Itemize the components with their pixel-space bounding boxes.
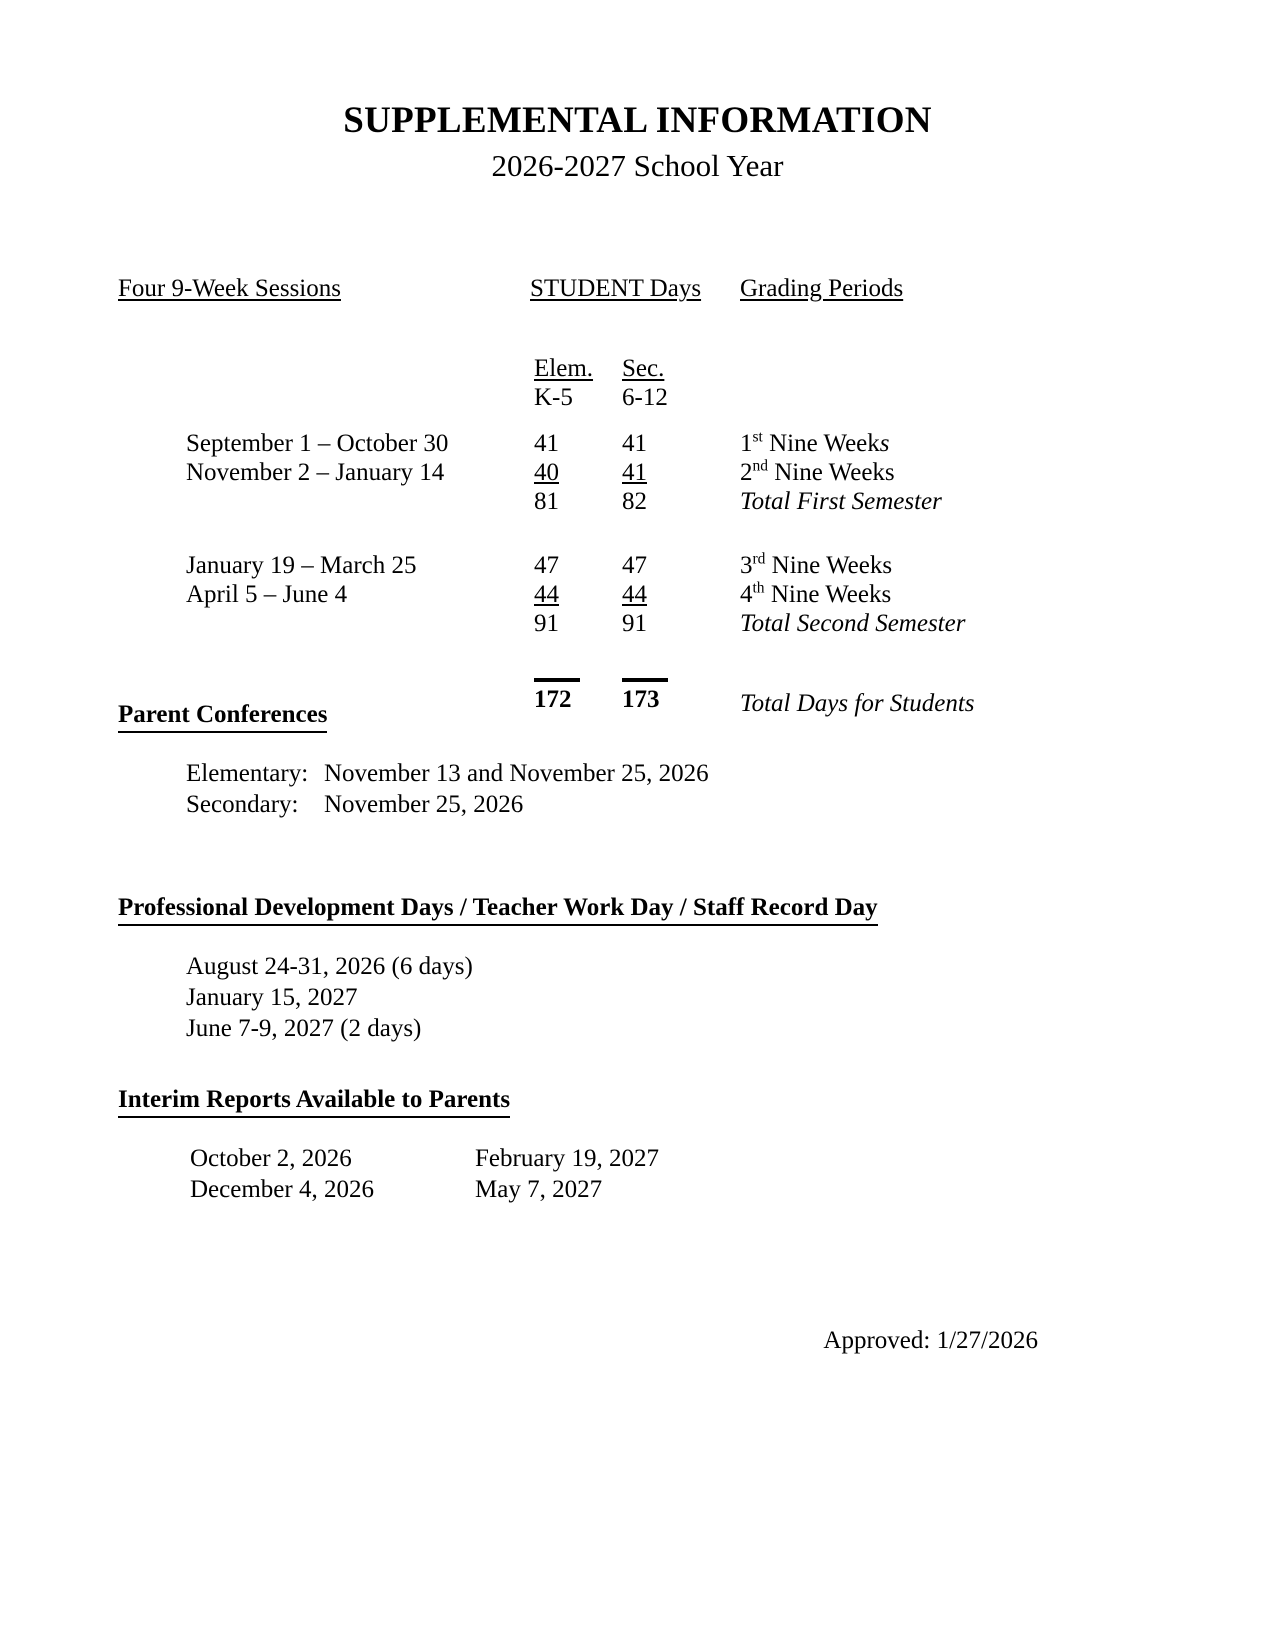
sec-days: 44 xyxy=(622,581,647,608)
pd-line: August 24-31, 2026 (6 days) xyxy=(186,953,473,980)
grading-period-label: 4th Nine Weeks xyxy=(740,579,892,608)
session-dates: November 2 – January 14 xyxy=(186,459,445,486)
professional-development-section xyxy=(118,893,1168,1044)
table-row xyxy=(118,430,1070,459)
conference-dates: November 13 and November 25, 2026 xyxy=(324,760,709,787)
session-dates: January 19 – March 25 xyxy=(186,552,417,579)
page-title: SUPPLEMENTAL INFORMATION xyxy=(343,100,932,141)
spacer-cell xyxy=(118,355,530,384)
page-subtitle: 2026-2027 School Year xyxy=(491,147,784,183)
interim-reports-heading: Interim Reports Available to Parents xyxy=(118,1085,510,1118)
subheader-sec-grades: 6-12 xyxy=(622,384,668,411)
spacer-cell xyxy=(118,650,530,678)
elem-days: 47 xyxy=(534,552,559,579)
elem-semester-total: 91 xyxy=(534,610,559,637)
conference-label: Elementary: xyxy=(186,760,309,787)
interim-reports-body xyxy=(190,1144,1168,1206)
spacer-cell xyxy=(118,488,530,528)
table-gap xyxy=(118,650,1070,678)
table-subheader-spacer xyxy=(118,321,1070,355)
approved-line: Approved: 1/27/2026 xyxy=(823,1327,1038,1354)
student-days-table xyxy=(118,275,1070,718)
spacer-cell xyxy=(740,355,1070,384)
header-grading-periods: Grading Periods xyxy=(740,275,904,302)
interim-date-left: December 4, 2026 xyxy=(190,1175,374,1203)
sec-days: 47 xyxy=(622,552,647,579)
conference-line xyxy=(186,759,1168,790)
spacer-cell xyxy=(118,528,530,552)
table-header-row xyxy=(118,275,1070,321)
subheader-sec: Sec. xyxy=(622,355,665,382)
spacer-cell xyxy=(740,321,1070,355)
conference-line xyxy=(186,790,1168,821)
semester-total-row xyxy=(118,610,1070,650)
student-days-table-block xyxy=(0,275,1275,718)
interim-row xyxy=(190,1175,1168,1206)
table-subheader-row xyxy=(118,355,1070,384)
conference-dates: November 25, 2026 xyxy=(324,790,524,818)
title-block xyxy=(0,100,1275,186)
semester-total-row xyxy=(118,488,1070,528)
subheader-elem-grades: K-5 xyxy=(534,384,573,411)
table-row xyxy=(118,552,1070,581)
table-row xyxy=(118,581,1070,610)
sec-days: 41 xyxy=(622,430,647,457)
elem-days: 41 xyxy=(534,430,559,457)
professional-development-body xyxy=(186,952,1168,1044)
header-student-days: STUDENT Days xyxy=(530,275,702,302)
subheader-elem: Elem. xyxy=(534,355,594,382)
pd-line: June 7-9, 2027 (2 days) xyxy=(186,1014,422,1042)
session-dates: September 1 – October 30 xyxy=(186,430,449,457)
parent-conferences-section xyxy=(118,700,1168,821)
conference-label: Secondary: xyxy=(186,790,299,818)
spacer-cell xyxy=(118,321,530,355)
grand-total-label: Total Days for Students xyxy=(740,690,975,717)
spacer-cell xyxy=(740,528,1070,552)
parent-conferences-heading: Parent Conferences xyxy=(118,700,327,733)
professional-development-heading: Professional Development Days / Teacher Work Day / Staff Record Day xyxy=(118,893,878,926)
semester-total-label: Total First Semester xyxy=(740,488,942,515)
elem-days: 40 xyxy=(534,459,559,486)
spacer-cell xyxy=(530,650,618,678)
spacer-cell xyxy=(530,528,618,552)
sec-days: 41 xyxy=(622,459,647,486)
elem-grand-total: 172 xyxy=(530,678,618,718)
spacer-cell xyxy=(618,321,740,355)
pd-line: January 15, 2027 xyxy=(186,983,358,1011)
session-dates: April 5 – June 4 xyxy=(186,581,348,608)
table-row xyxy=(118,459,1070,488)
sec-semester-total: 91 xyxy=(622,610,647,637)
spacer-cell xyxy=(618,528,740,552)
interim-date-right: February 19, 2027 xyxy=(475,1145,659,1172)
header-sessions: Four 9-Week Sessions xyxy=(118,275,341,302)
spacer-cell xyxy=(740,384,1070,430)
elem-semester-total: 81 xyxy=(534,488,559,515)
interim-reports-section xyxy=(118,1085,1168,1206)
table-grades-row xyxy=(118,384,1070,430)
elem-days: 44 xyxy=(534,581,559,608)
spacer-cell xyxy=(118,610,530,650)
interim-date-left: October 2, 2026 xyxy=(190,1145,352,1172)
grading-period-label: 2nd Nine Weeks xyxy=(740,457,895,486)
spacer-cell xyxy=(118,384,530,430)
grading-period-label: 3rd Nine Weeks xyxy=(740,550,893,579)
table-gap xyxy=(118,528,1070,552)
interim-date-right: May 7, 2027 xyxy=(475,1175,603,1203)
sec-semester-total: 82 xyxy=(622,488,647,515)
parent-conferences-body xyxy=(186,759,1168,821)
spacer-cell xyxy=(618,650,740,678)
semester-total-label: Total Second Semester xyxy=(740,610,966,637)
spacer-cell xyxy=(740,650,1070,678)
interim-row xyxy=(190,1144,1168,1175)
spacer-cell xyxy=(530,321,618,355)
grading-period-label: 1st Nine Weeks xyxy=(740,428,890,457)
sec-grand-total: 173 xyxy=(618,678,740,718)
